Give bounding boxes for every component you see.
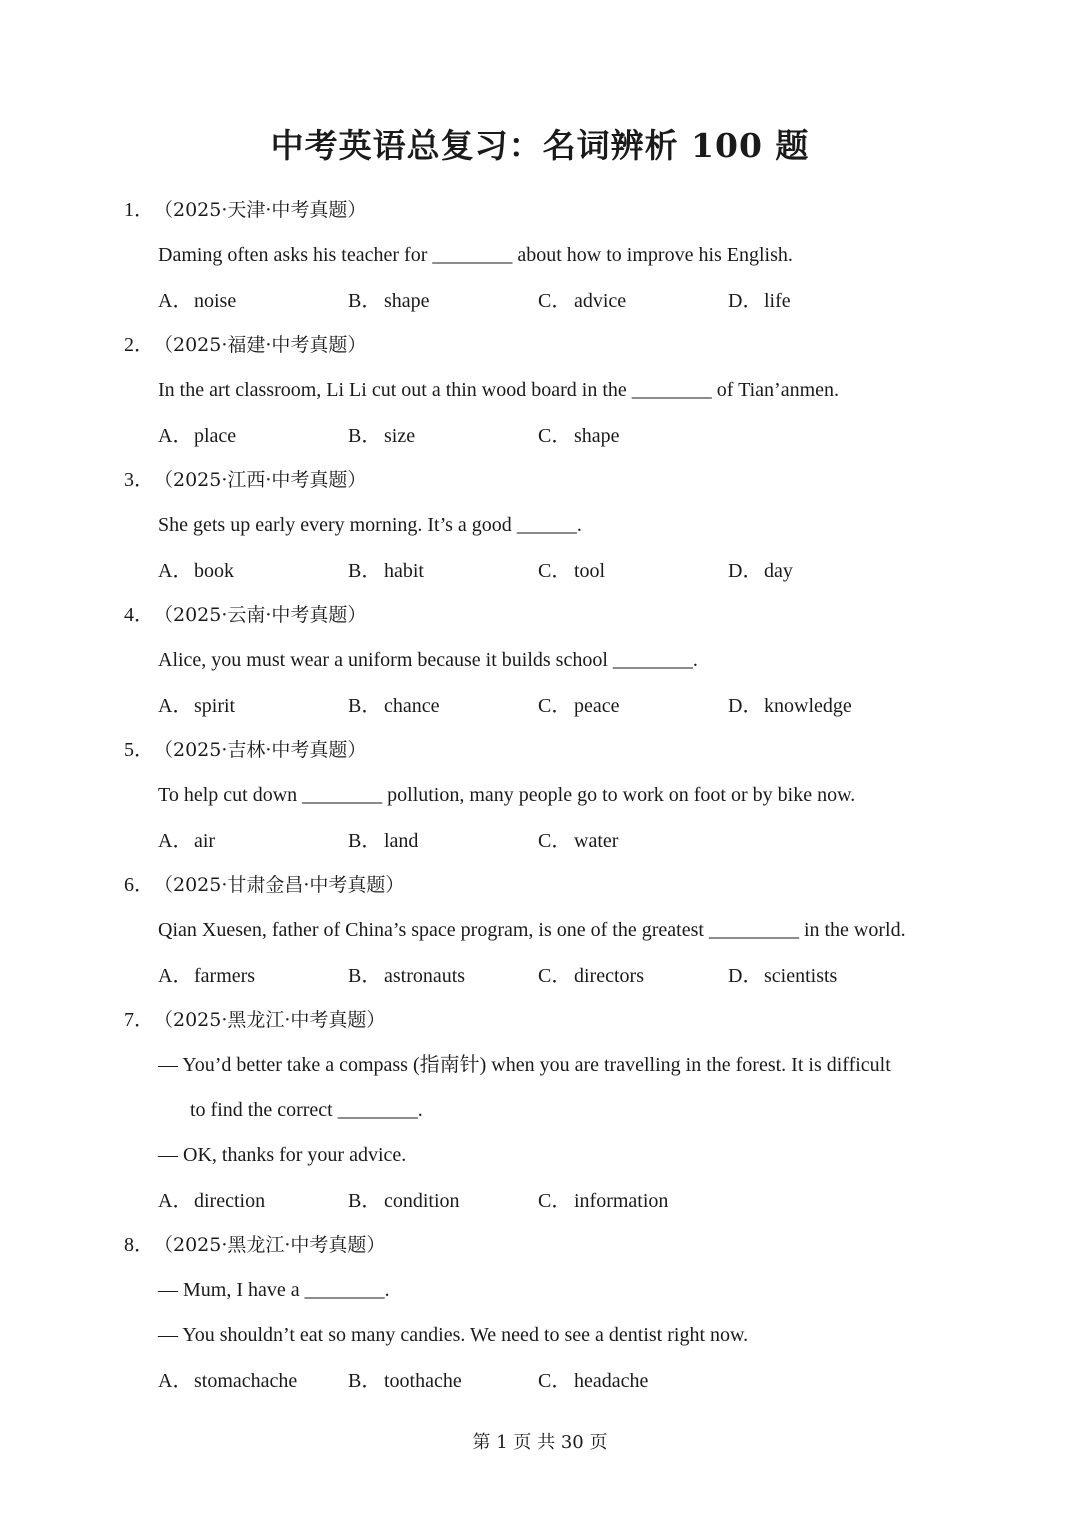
- option-text: tool: [574, 560, 606, 582]
- option-a[interactable]: [158, 685, 348, 727]
- option-text: day: [764, 560, 793, 582]
- dialogue-line: [124, 1315, 984, 1360]
- question-list: [124, 190, 984, 1405]
- question-number: 6．: [124, 874, 154, 896]
- question-number: 1．: [124, 199, 154, 221]
- dialogue-line: [124, 1270, 984, 1315]
- question-8: [124, 1225, 984, 1405]
- stem-text: to find the correct: [190, 1099, 338, 1121]
- stem-text: — Mum, I have a: [158, 1279, 305, 1301]
- stem-text: — You’d better take a compass (指南针) when you are travelling in the forest. It is difficult: [158, 1054, 891, 1076]
- option-text: shape: [574, 425, 620, 447]
- option-text: information: [574, 1190, 669, 1212]
- option-text: size: [384, 425, 416, 447]
- page-number-footer: 第 1 页 共 30 页: [472, 1432, 608, 1453]
- option-text: condition: [384, 1190, 460, 1212]
- question-header: [124, 325, 984, 370]
- options-row: [124, 820, 984, 865]
- question-stem: [124, 640, 984, 685]
- stem-text: .: [384, 1279, 390, 1301]
- option-b[interactable]: [348, 955, 538, 997]
- answer-blank: ______: [516, 514, 577, 536]
- option-letter: A．: [158, 965, 193, 987]
- option-letter: D．: [728, 290, 763, 312]
- options-row: [124, 1360, 984, 1405]
- question-stem: [124, 370, 984, 415]
- option-text: stomachache: [194, 1370, 298, 1392]
- option-b[interactable]: [348, 415, 538, 457]
- option-text: habit: [384, 560, 424, 582]
- question-6: [124, 865, 984, 1000]
- answer-blank: _________: [708, 919, 799, 941]
- option-b[interactable]: [348, 280, 538, 322]
- option-text: spirit: [194, 695, 236, 717]
- stem-text: Alice, you must wear a uniform because it builds school: [158, 649, 613, 671]
- question-source: （2025·吉林·中考真题）: [154, 739, 367, 761]
- option-letter: C．: [538, 425, 572, 447]
- dialogue-line: [124, 1045, 984, 1090]
- stem-text: .: [417, 1099, 423, 1121]
- option-letter: A．: [158, 290, 193, 312]
- question-number: 7．: [124, 1009, 154, 1031]
- options-row: [124, 280, 984, 325]
- question-stem: [124, 775, 984, 820]
- option-text: knowledge: [764, 695, 852, 717]
- option-text: toothache: [384, 1370, 462, 1392]
- option-letter: B．: [348, 1370, 382, 1392]
- option-d[interactable]: [728, 955, 918, 997]
- option-text: astronauts: [384, 965, 466, 987]
- question-5: [124, 730, 984, 865]
- stem-text: — OK, thanks for your advice.: [158, 1144, 407, 1166]
- options-row: [124, 415, 984, 460]
- option-text: water: [574, 830, 619, 852]
- question-header: [124, 1000, 984, 1045]
- answer-blank: ________: [432, 244, 513, 266]
- option-letter: A．: [158, 425, 193, 447]
- option-text: advice: [574, 290, 627, 312]
- option-c[interactable]: [538, 820, 728, 862]
- question-2: [124, 325, 984, 460]
- option-a[interactable]: [158, 1360, 348, 1402]
- question-header: [124, 190, 984, 235]
- stem-text: of Tian’anmen.: [711, 379, 839, 401]
- stem-text: Qian Xuesen, father of China’s space program, is one of the greatest: [158, 919, 709, 941]
- option-c[interactable]: [538, 1360, 728, 1402]
- question-stem: [124, 910, 984, 955]
- question-source: （2025·甘肃金昌·中考真题）: [154, 874, 405, 896]
- option-b[interactable]: [348, 1360, 538, 1402]
- options-row: [124, 1180, 984, 1225]
- option-c[interactable]: [538, 955, 728, 997]
- question-stem: [124, 235, 984, 280]
- answer-blank: ________: [337, 1099, 418, 1121]
- option-letter: C．: [538, 1190, 572, 1212]
- option-c[interactable]: [538, 550, 728, 592]
- question-number: 3．: [124, 469, 154, 491]
- option-text: headache: [574, 1370, 649, 1392]
- question-7: [124, 1000, 984, 1225]
- stem-text: .: [576, 514, 582, 536]
- option-text: air: [194, 830, 216, 852]
- option-c[interactable]: [538, 415, 728, 457]
- answer-blank: ________: [302, 784, 383, 806]
- question-header: [124, 1225, 984, 1270]
- stem-text: Daming often asks his teacher for: [158, 244, 433, 266]
- question-source: （2025·江西·中考真题）: [154, 469, 367, 491]
- question-3: [124, 460, 984, 595]
- stem-text: in the world.: [798, 919, 906, 941]
- option-a[interactable]: [158, 280, 348, 322]
- dialogue-line: [124, 1090, 984, 1135]
- option-text: noise: [194, 290, 237, 312]
- option-text: book: [194, 560, 234, 582]
- option-a[interactable]: [158, 415, 348, 457]
- option-letter: C．: [538, 965, 572, 987]
- option-text: direction: [194, 1190, 266, 1212]
- question-source: （2025·天津·中考真题）: [154, 199, 367, 221]
- question-header: [124, 730, 984, 775]
- option-text: shape: [384, 290, 430, 312]
- option-letter: B．: [348, 425, 382, 447]
- question-source: （2025·黑龙江·中考真题）: [154, 1009, 386, 1031]
- option-letter: B．: [348, 695, 382, 717]
- option-letter: B．: [348, 290, 382, 312]
- option-letter: A．: [158, 830, 193, 852]
- question-header: [124, 865, 984, 910]
- option-letter: C．: [538, 1370, 572, 1392]
- option-letter: A．: [158, 1190, 193, 1212]
- question-number: 2．: [124, 334, 154, 356]
- option-b[interactable]: [348, 820, 538, 862]
- option-letter: D．: [728, 695, 763, 717]
- answer-blank: ________: [631, 379, 712, 401]
- option-d[interactable]: [728, 280, 918, 322]
- dialogue-line: [124, 1135, 984, 1180]
- option-a[interactable]: [158, 1180, 348, 1222]
- option-c[interactable]: [538, 280, 728, 322]
- question-source: （2025·云南·中考真题）: [154, 604, 367, 626]
- option-letter: A．: [158, 695, 193, 717]
- question-header: [124, 460, 984, 505]
- options-row: [124, 550, 984, 595]
- question-4: [124, 595, 984, 730]
- option-text: land: [384, 830, 419, 852]
- stem-text: .: [692, 649, 698, 671]
- options-row: [124, 685, 984, 730]
- question-source: （2025·黑龙江·中考真题）: [154, 1234, 386, 1256]
- option-letter: C．: [538, 290, 572, 312]
- page-title: 中考英语总复习：名词辨析 100 题: [270, 126, 810, 165]
- option-text: directors: [574, 965, 644, 987]
- option-d[interactable]: [728, 685, 918, 727]
- question-1: [124, 190, 984, 325]
- question-number: 5．: [124, 739, 154, 761]
- option-letter: A．: [158, 1370, 193, 1392]
- question-number: 8．: [124, 1234, 154, 1256]
- option-letter: B．: [348, 830, 382, 852]
- option-d[interactable]: [728, 550, 918, 592]
- option-a[interactable]: [158, 820, 348, 862]
- question-header: [124, 595, 984, 640]
- option-letter: C．: [538, 830, 572, 852]
- question-source: （2025·福建·中考真题）: [154, 334, 367, 356]
- option-a[interactable]: [158, 550, 348, 592]
- answer-blank: ________: [612, 649, 693, 671]
- option-letter: B．: [348, 1190, 382, 1212]
- stem-text: She gets up early every morning. It’s a good: [158, 514, 517, 536]
- option-text: peace: [574, 695, 620, 717]
- option-letter: C．: [538, 560, 572, 582]
- answer-blank: ________: [304, 1279, 385, 1301]
- stem-text: To help cut down: [158, 784, 303, 806]
- option-letter: D．: [728, 965, 763, 987]
- option-letter: A．: [158, 560, 193, 582]
- option-letter: B．: [348, 560, 382, 582]
- option-letter: C．: [538, 695, 572, 717]
- option-text: farmers: [194, 965, 256, 987]
- option-b[interactable]: [348, 685, 538, 727]
- stem-text: about how to improve his English.: [512, 244, 793, 266]
- option-letter: D．: [728, 560, 763, 582]
- options-row: [124, 955, 984, 1000]
- option-text: chance: [384, 695, 440, 717]
- question-stem: [124, 505, 984, 550]
- stem-text: In the art classroom, Li Li cut out a thin wood board in the: [158, 379, 632, 401]
- option-c[interactable]: [538, 1180, 728, 1222]
- option-text: life: [764, 290, 791, 312]
- stem-text: pollution, many people go to work on foot or by bike now.: [382, 784, 856, 806]
- option-b[interactable]: [348, 550, 538, 592]
- option-c[interactable]: [538, 685, 728, 727]
- option-text: place: [194, 425, 237, 447]
- stem-text: — You shouldn’t eat so many candies. We need to see a dentist right now.: [158, 1324, 749, 1346]
- option-b[interactable]: [348, 1180, 538, 1222]
- option-text: scientists: [764, 965, 838, 987]
- question-number: 4．: [124, 604, 154, 626]
- option-a[interactable]: [158, 955, 348, 997]
- option-letter: B．: [348, 965, 382, 987]
